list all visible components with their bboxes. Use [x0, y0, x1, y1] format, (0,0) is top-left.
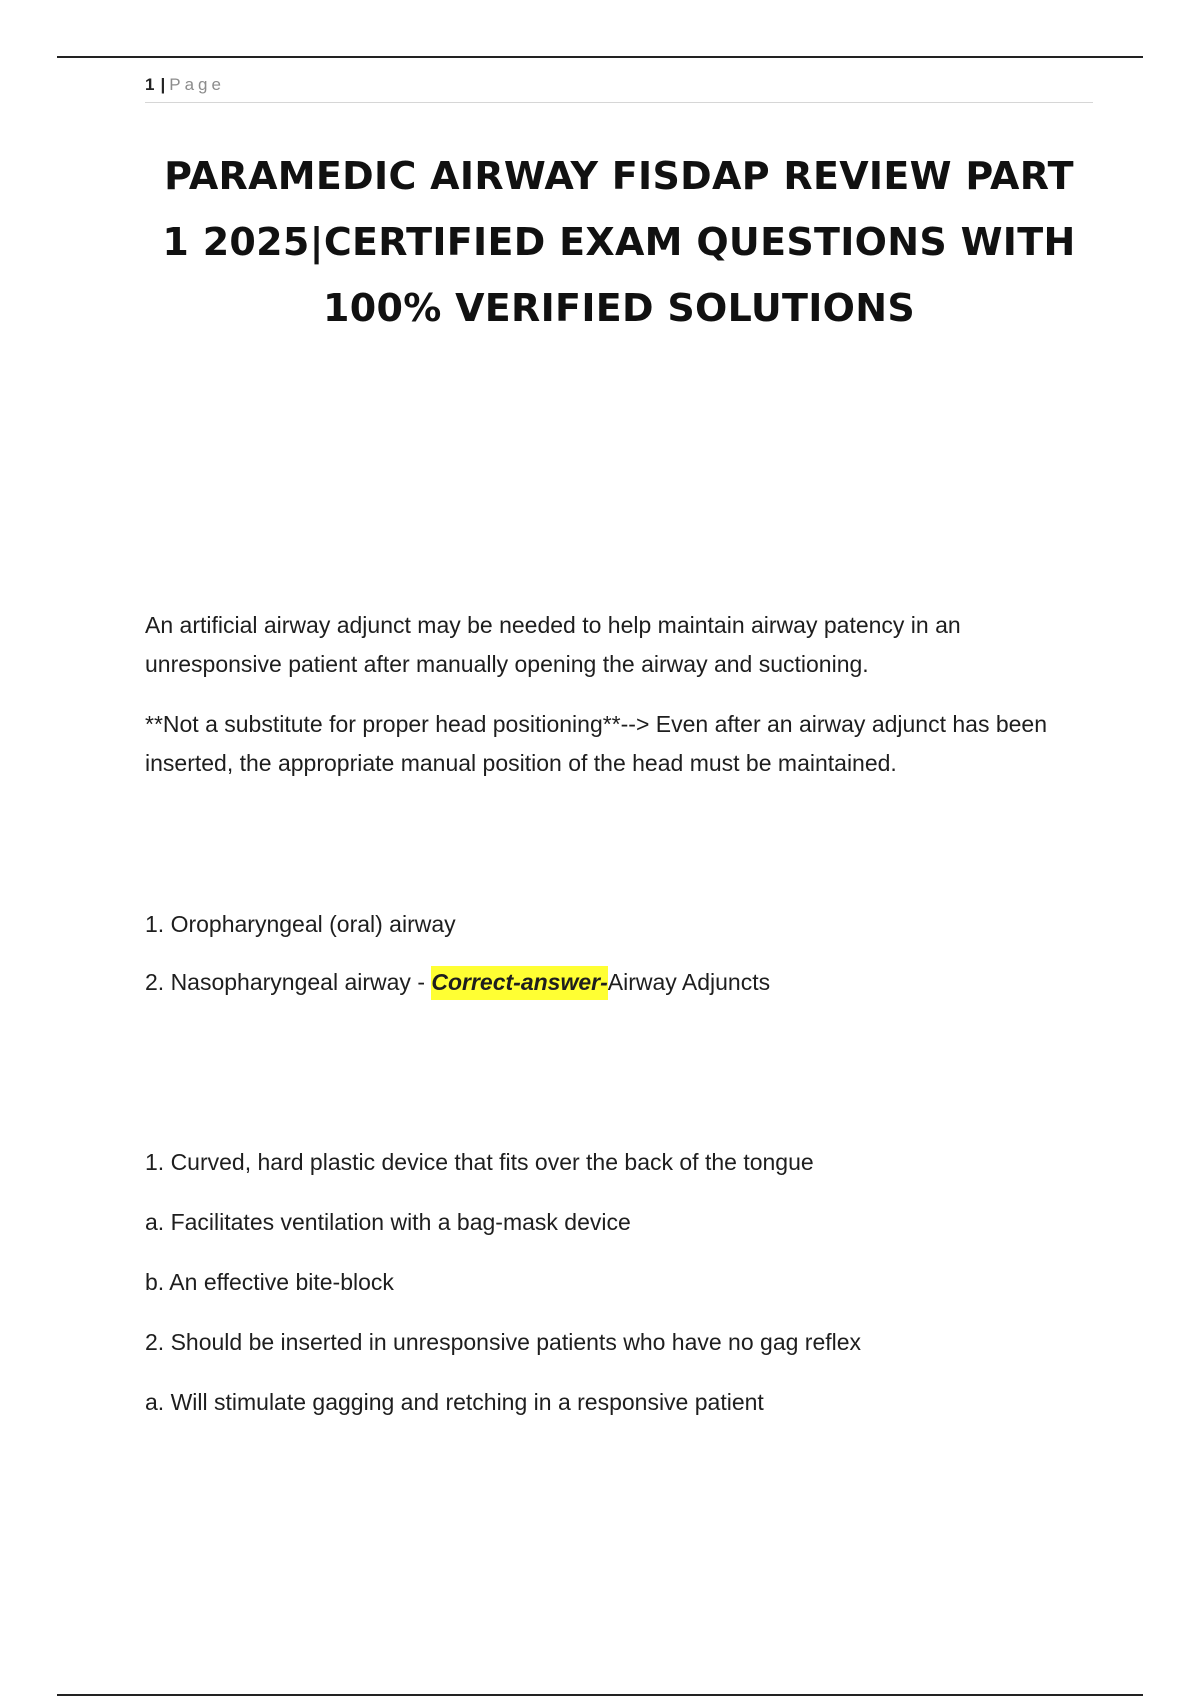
page-separator: | [160, 75, 166, 94]
question-item-2-answer: Airway Adjuncts [607, 969, 771, 995]
list-item: 1. Curved, hard plastic device that fits over the back of the tongue [145, 1149, 814, 1175]
document-title: PARAMEDIC AIRWAY FISDAP REVIEW PART 1 2025|CERTIFIED EXAM QUESTIONS WITH 100% VERIFIED SOLUTIONS [162, 154, 1076, 330]
question-item-2 [145, 966, 1093, 998]
correct-answer-tag: Correct-answer- [431, 966, 607, 1000]
list-item: a. Facilitates ventilation with a bag-mask device [145, 1209, 631, 1235]
page-number: 1 [145, 75, 155, 94]
note-paragraph: **Not a substitute for proper head positioning**--> Even after an airway adjunct has been inserted, the appropriate manual position of the head must be maintained. [145, 711, 1048, 776]
bottom-rule [57, 1694, 1143, 1696]
question-item-2-text: 2. Nasopharyngeal airway - [145, 969, 432, 995]
intro-paragraph: An artificial airway adjunct may be needed to help maintain airway patency in an unresponsive patient after manually opening the airway and suctioning. [145, 612, 961, 677]
page-header [145, 74, 1093, 103]
list-item: a. Will stimulate gagging and retching in a responsive patient [145, 1389, 764, 1415]
list-item: 2. Should be inserted in unresponsive patients who have no gag reflex [145, 1329, 862, 1355]
page-word: Page [169, 75, 225, 94]
top-rule [57, 56, 1143, 58]
question-item-1: 1. Oropharyngeal (oral) airway [145, 911, 456, 937]
list-item: b. An effective bite-block [145, 1269, 394, 1295]
